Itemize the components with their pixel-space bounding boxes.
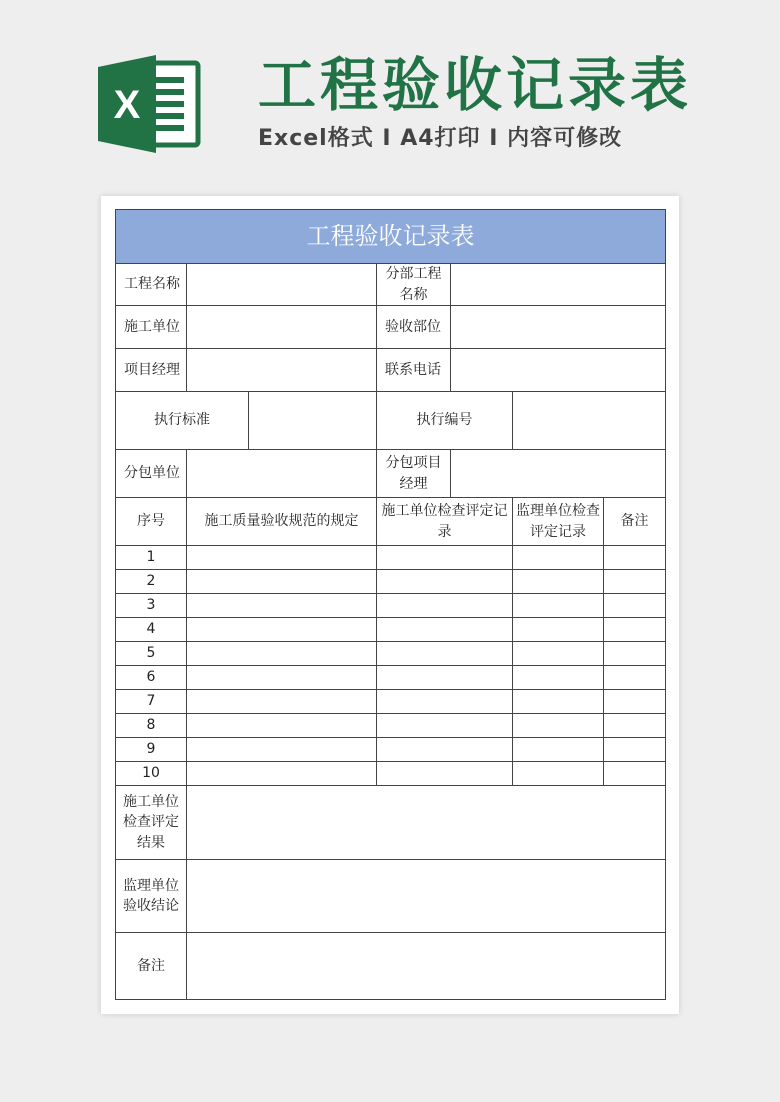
row-remark-cell[interactable] xyxy=(604,594,666,618)
row-seq: 2 xyxy=(115,570,187,594)
subtitle: Excel格式 I A4打印 I 内容可修改 xyxy=(258,126,623,151)
value-construction-result[interactable] xyxy=(187,786,666,860)
row-remark-cell[interactable] xyxy=(604,738,666,762)
value-sub-project-name[interactable] xyxy=(451,264,666,306)
excel-logo-icon xyxy=(98,55,202,153)
row-seq: 5 xyxy=(115,642,187,666)
value-sub-project-manager[interactable] xyxy=(451,450,666,498)
value-footer-remark[interactable] xyxy=(187,933,666,1000)
row-supervision-check-cell[interactable] xyxy=(513,546,604,570)
label-exec-standard: 执行标准 xyxy=(115,392,249,450)
row-remark-cell[interactable] xyxy=(604,570,666,594)
row-remark-cell[interactable] xyxy=(604,690,666,714)
row-seq: 10 xyxy=(115,762,187,786)
row-spec-cell[interactable] xyxy=(187,714,377,738)
row-spec-cell[interactable] xyxy=(187,642,377,666)
row-seq: 8 xyxy=(115,714,187,738)
row-supervision-check-cell[interactable] xyxy=(513,762,604,786)
label-project-name: 工程名称 xyxy=(115,264,187,306)
row-remark-cell[interactable] xyxy=(604,762,666,786)
row-remark-cell[interactable] xyxy=(604,642,666,666)
value-acceptance-part[interactable] xyxy=(451,306,666,349)
row-supervision-check-cell[interactable] xyxy=(513,690,604,714)
row-construction-check-cell[interactable] xyxy=(377,690,513,714)
form-sheet xyxy=(101,196,679,1014)
header-supervision-check: 监理单位检查评定记录 xyxy=(513,498,604,546)
label-construction-result: 施工单位检查评定结果 xyxy=(115,786,187,860)
label-acceptance-part: 验收部位 xyxy=(377,306,451,349)
row-seq: 4 xyxy=(115,618,187,642)
label-sub-project-manager: 分包项目经理 xyxy=(377,450,451,498)
row-construction-check-cell[interactable] xyxy=(377,594,513,618)
row-remark-cell[interactable] xyxy=(604,546,666,570)
value-subcontractor[interactable] xyxy=(187,450,377,498)
value-construction-unit[interactable] xyxy=(187,306,377,349)
row-supervision-check-cell[interactable] xyxy=(513,642,604,666)
row-construction-check-cell[interactable] xyxy=(377,546,513,570)
value-exec-standard[interactable] xyxy=(249,392,377,450)
value-supervision-conclusion[interactable] xyxy=(187,860,666,933)
row-seq: 6 xyxy=(115,666,187,690)
label-exec-number: 执行编号 xyxy=(377,392,513,450)
label-project-manager: 项目经理 xyxy=(115,349,187,392)
row-seq: 3 xyxy=(115,594,187,618)
row-supervision-check-cell[interactable] xyxy=(513,570,604,594)
form-title: 工程验收记录表 xyxy=(115,209,666,264)
row-spec-cell[interactable] xyxy=(187,618,377,642)
header-remark: 备注 xyxy=(604,498,666,546)
row-seq: 7 xyxy=(115,690,187,714)
row-construction-check-cell[interactable] xyxy=(377,666,513,690)
row-construction-check-cell[interactable] xyxy=(377,642,513,666)
row-construction-check-cell[interactable] xyxy=(377,738,513,762)
logo-letter: X xyxy=(113,83,141,127)
label-sub-project-name: 分部工程名称 xyxy=(377,264,451,306)
label-contact-phone: 联系电话 xyxy=(377,349,451,392)
header-seq: 序号 xyxy=(115,498,187,546)
page-header xyxy=(0,0,780,190)
row-remark-cell[interactable] xyxy=(604,618,666,642)
row-construction-check-cell[interactable] xyxy=(377,762,513,786)
row-spec-cell[interactable] xyxy=(187,690,377,714)
label-construction-unit: 施工单位 xyxy=(115,306,187,349)
row-spec-cell[interactable] xyxy=(187,546,377,570)
label-footer-remark: 备注 xyxy=(115,933,187,1000)
row-supervision-check-cell[interactable] xyxy=(513,666,604,690)
row-seq: 9 xyxy=(115,738,187,762)
label-subcontractor: 分包单位 xyxy=(115,450,187,498)
row-remark-cell[interactable] xyxy=(604,714,666,738)
main-title: 工程验收记录表 xyxy=(258,51,693,119)
value-exec-number[interactable] xyxy=(513,392,666,450)
row-spec-cell[interactable] xyxy=(187,762,377,786)
value-project-name[interactable] xyxy=(187,264,377,306)
row-seq: 1 xyxy=(115,546,187,570)
row-supervision-check-cell[interactable] xyxy=(513,618,604,642)
value-contact-phone[interactable] xyxy=(451,349,666,392)
row-spec-cell[interactable] xyxy=(187,666,377,690)
row-spec-cell[interactable] xyxy=(187,570,377,594)
row-spec-cell[interactable] xyxy=(187,738,377,762)
header-spec: 施工质量验收规范的规定 xyxy=(187,498,377,546)
header-construction-check: 施工单位检查评定记录 xyxy=(377,498,513,546)
row-construction-check-cell[interactable] xyxy=(377,618,513,642)
row-spec-cell[interactable] xyxy=(187,594,377,618)
row-construction-check-cell[interactable] xyxy=(377,570,513,594)
value-project-manager[interactable] xyxy=(187,349,377,392)
row-remark-cell[interactable] xyxy=(604,666,666,690)
label-supervision-conclusion: 监理单位验收结论 xyxy=(115,860,187,933)
row-supervision-check-cell[interactable] xyxy=(513,594,604,618)
row-supervision-check-cell[interactable] xyxy=(513,714,604,738)
row-supervision-check-cell[interactable] xyxy=(513,738,604,762)
row-construction-check-cell[interactable] xyxy=(377,714,513,738)
